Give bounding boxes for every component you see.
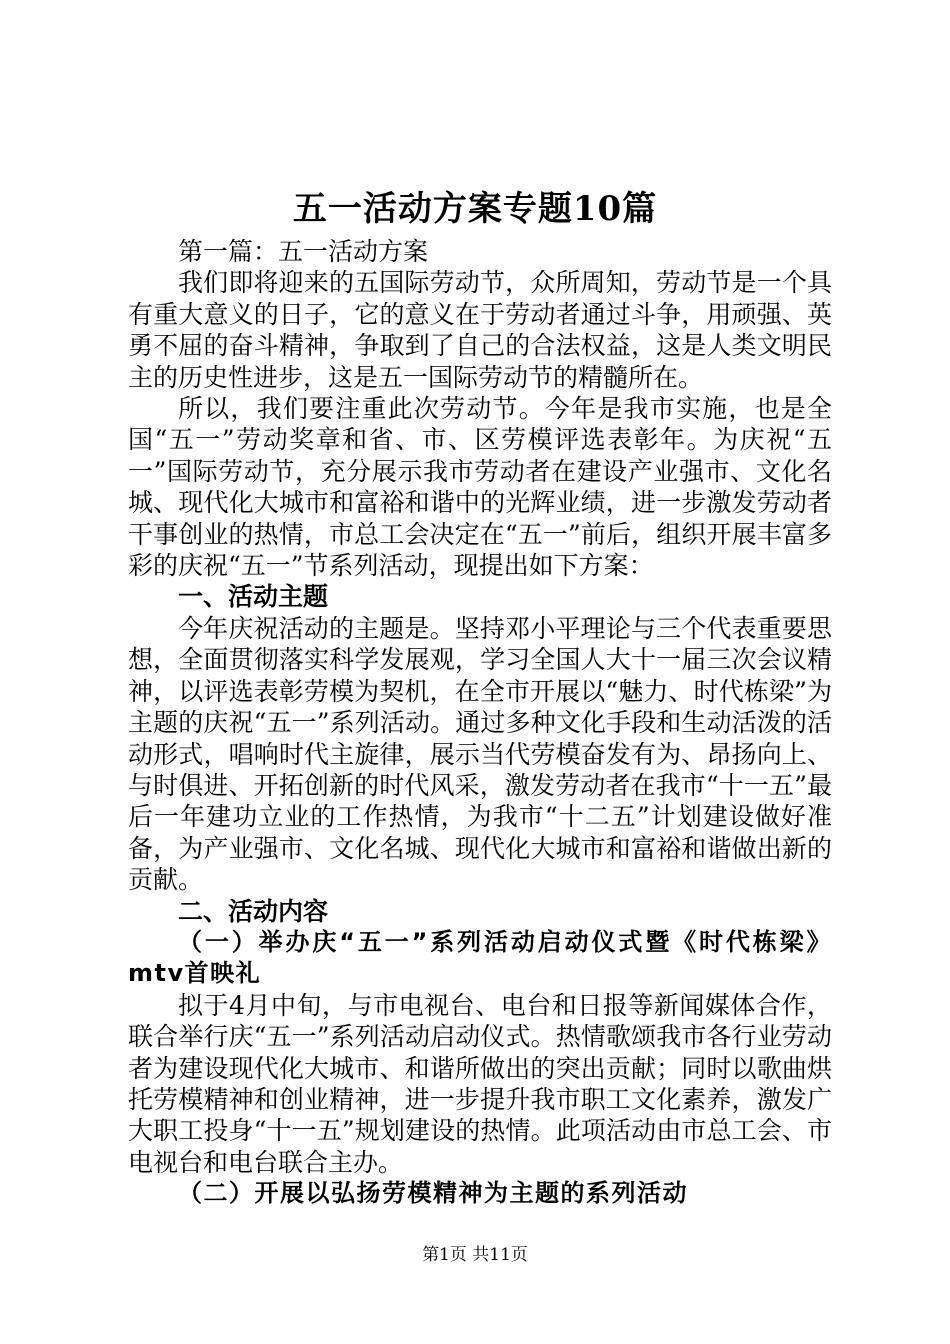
subsection-heading: （一）举办庆“五一”系列活动启动仪式暨《时代栋梁》mtv首映礼 bbox=[128, 927, 832, 988]
document-title: 五一活动方案专题10篇 bbox=[292, 189, 658, 229]
subsection-heading: （二）开展以弘扬劳模精神为主题的系列活动 bbox=[178, 1179, 688, 1208]
paragraph: 所以，我们要注重此次劳动节。今年是我市实施，也是全国“五一”劳动奖章和省、市、区劳模评选表彰年。为庆祝“五一”国际劳动节，充分展示我市劳动者在建设产业强市、文化名城、现代化大城市和富裕和谐中的光辉业绩，进一步激发劳动者干事创业的热情，市总工会决定在“五一”前后，组织开展丰富多彩的庆祝“五一”节系列活动，现提出如下方案： bbox=[128, 394, 832, 581]
paragraph: 今年庆祝活动的主题是。坚持邓小平理论与三个代表重要思想，全面贯彻落实科学发展观，学习全国人大十一届三次会议精神，以评选表彰劳模为契机，在全市开展以“魅力、时代栋梁”为主题的庆祝“五一”系列活动。通过多种文化手段和生动活泼的活动形式，唱响时代主旋律，展示当代劳模奋发有为、昂扬向上、与时俱进、开拓创新的时代风采，激发劳动者在我市“十一五”最后一年建功立业的工作热情，为我市“十二五”计划建设做好准备，为产业强市、文化名城、现代化大城市和富裕和谐做出新的贡献。 bbox=[128, 613, 832, 895]
page-footer: 第1页 共11页 bbox=[422, 1245, 528, 1265]
section-heading: 二、活动内容 bbox=[178, 896, 329, 926]
section-label: 第一篇：五一活动方案 bbox=[178, 237, 429, 266]
document-body bbox=[128, 236, 832, 1210]
section-heading: 一、活动主题 bbox=[178, 582, 329, 612]
paragraph: 我们即将迎来的五国际劳动节，众所周知，劳动节是一个具有重大意义的日子，它的意义在于劳动者通过斗争，用顽强、英勇不屈的奋斗精神，争取到了自己的合法权益，这是人类文明民主的历史性进步，这是五一国际劳动节的精髓所在。 bbox=[128, 268, 832, 392]
paragraph: 拟于4月中旬，与市电视台、电台和日报等新闻媒体合作，联合举行庆“五一”系列活动启动仪式。热情歌颂我市各行业劳动者为建设现代化大城市、和谐所做出的突出贡献；同时以歌曲烘托劳模精神和创业精神，进一步提升我市职工文化素养，激发广大职工投身“十一五”规划建设的热情。此项活动由市总工会、市电视台和电台联合主办。 bbox=[128, 990, 832, 1177]
